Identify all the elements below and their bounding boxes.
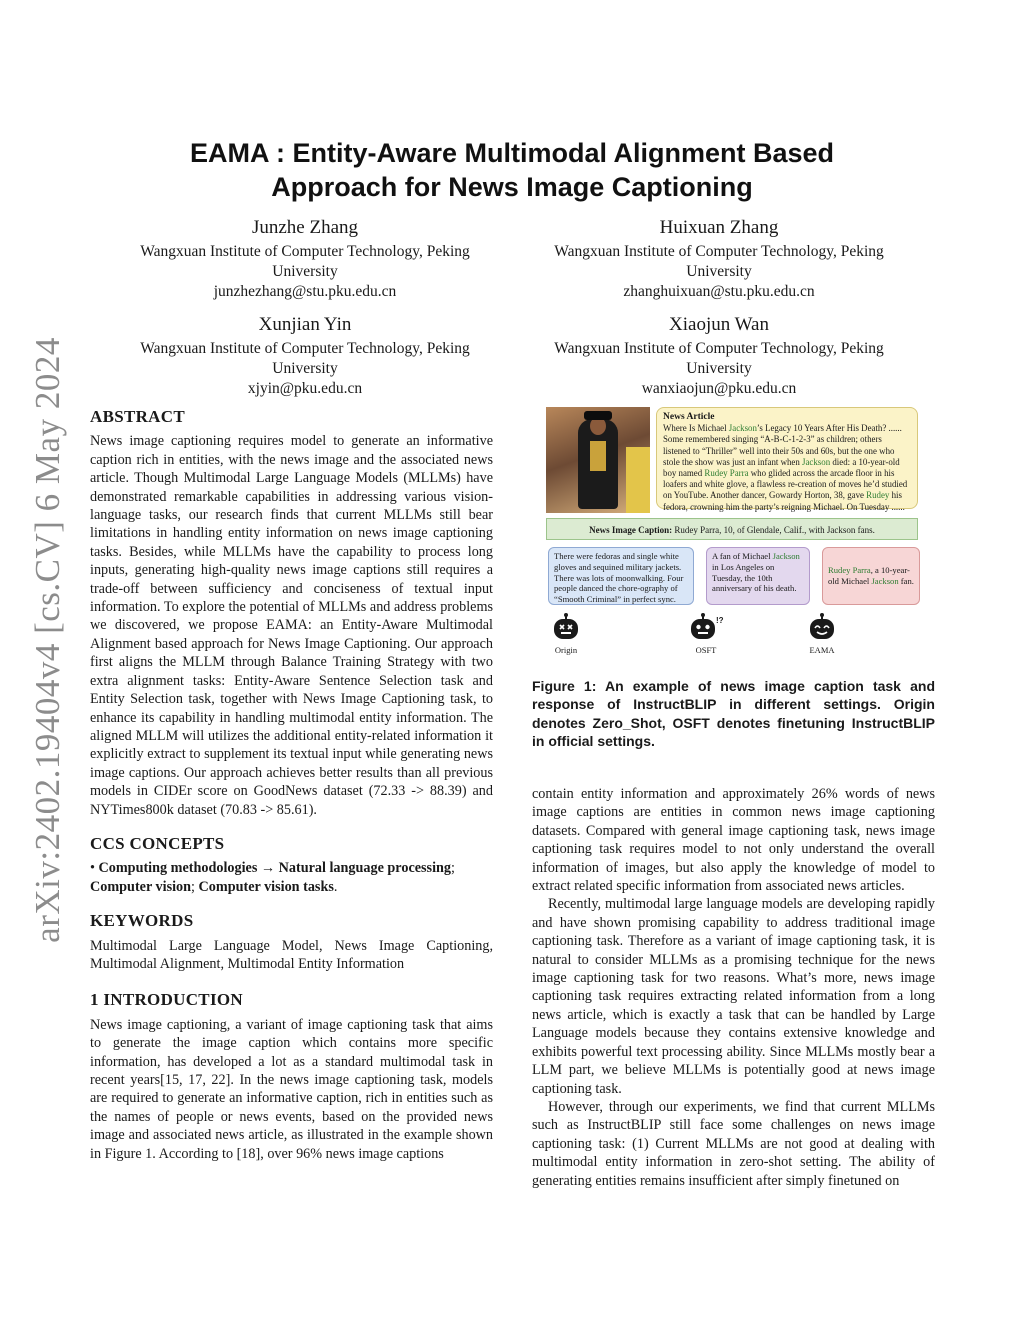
author-name: Xunjian Yin [258, 314, 352, 335]
author-affiliation-2: University [272, 263, 338, 280]
abstract-heading: ABSTRACT [90, 407, 185, 426]
author-name: Huixuan Zhang [659, 217, 779, 238]
robot-confused-icon [688, 613, 724, 641]
robot-label: Origin [554, 645, 578, 655]
author-affiliation: Wangxuan Institute of Computer Technology, Peking [140, 243, 470, 260]
author-email[interactable]: wanxiaojun@pku.edu.cn [641, 380, 797, 397]
ccs-item: Computing methodologies [98, 860, 258, 877]
paper-title [90, 136, 934, 204]
eama-output-bubble: Rudey Parra, a 10-year-old Michael Jackson fan. [822, 547, 920, 605]
article-label: News Article [663, 412, 715, 422]
ccs-heading: CCS CONCEPTS [90, 833, 225, 853]
title-line-2: Approach for News Image Captioning [271, 172, 753, 202]
ccs-item: Computer vision [90, 878, 192, 895]
author-affiliation: Wangxuan Institute of Computer Technology, Peking [140, 340, 470, 357]
author-block-1 [105, 216, 505, 302]
osft-output-bubble: A fan of Michael Jackson in Los Angeles on Tuesday, the 10th anniversary of his death. [706, 547, 810, 605]
intro-paragraph-2: Recently, multimodal large language models are developing rapidly and have shown promising capability to address traditional image captioning task. Therefore as a variant of image captioning task, it is natural to consider MLLMs as a promising technique for the news image captioning task for two reasons. What’s more, news image captioning task requires extracting related information from a long news article, which is exactly a task that can be handled by Large Language models because they contains extensive knowledge and exhibits powerful text processing ability. Since MLLMs mostly bear a LLM part, we believe MLLMs is potentially good at news image captioning task. [532, 896, 935, 1097]
robot-happy-icon [807, 613, 837, 641]
arxiv-stamp: arXiv:2402.19404v4 [cs.CV] 6 May 2024 [28, 337, 67, 943]
osft-robot [686, 613, 726, 655]
news-article-box: News Article Where Is Michael Jackson’s Legacy 10 Years After His Death? ...... Some remembered singing “A-B-C-1-2-3” as children; others listened to “Thriller” well into their 50s and 60s, but the one who stole the show was just an infant when Jackson died: a 10-year-old boy named Rudey Parra who glided across the arcade floor in his loafers and white glove, a flawless re-creation of moves he’d studied on YouTube. Another dancer, Gowardy Horton, 38, gave Rudey his fedora, crowning him the party’s reigning Michael. On Tuesday ...... [656, 407, 918, 509]
news-image-caption-bar: News Image Caption: Rudey Parra, 10, of Glendale, Calif., with Jackson fans. [546, 518, 918, 540]
title-line-1: EAMA : Entity-Aware Multimodal Alignment Based [189, 138, 835, 168]
author-affiliation: Wangxuan Institute of Computer Technology, Peking [554, 340, 884, 357]
author-affiliation: Wangxuan Institute of Computer Technology, Peking [554, 243, 884, 260]
author-email[interactable]: xjyin@pku.edu.cn [247, 380, 363, 397]
robot-label: EAMA [809, 645, 835, 655]
robot-dead-icon [551, 613, 581, 641]
author-name: Junzhe Zhang [251, 217, 359, 238]
ccs-item: Natural language processing [278, 860, 452, 877]
figure-caption: Figure 1: An example of news image caption task and response of InstructBLIP in different settings. Origin denotes Zero_Shot, OSFT denotes finetuning InstructBLIP in official settings. [532, 678, 935, 750]
intro-paragraph-3: However, through our experiments, we find that current MLLMs such as InstructBLIP still face some challenges on news image captioning task: (1) Current MLLMs are not good at dealing with multimodal entity information in zero-shot setting. The ability of generating entities remains insufficient after simply finetuned on [532, 1098, 935, 1189]
figure-1 [546, 407, 922, 657]
author-affiliation-2: University [686, 263, 752, 280]
origin-robot [546, 613, 586, 655]
robot-label: OSFT [695, 645, 717, 655]
keywords-heading: KEYWORDS [90, 911, 194, 931]
keywords-text: Multimodal Large Language Model, News Image Captioning, Multimodal Alignment, Multimodal Entity Information [90, 937, 493, 972]
right-column [532, 785, 935, 1190]
author-affiliation-2: University [686, 360, 752, 377]
author-affiliation-2: University [272, 360, 338, 377]
bullet: • [90, 860, 95, 877]
eama-robot [802, 613, 842, 655]
ccs-text: • Computing methodologies → Natural language processing; Computer vision; Computer vision tasks. [90, 860, 455, 895]
origin-output-bubble: There were fedoras and single white gloves and sequined military jackets. There was lots of moonwalking. Four people danced the chore-ography of “Smooth Criminal” in perfect sync. [548, 547, 694, 605]
author-email[interactable]: zhanghuixuan@stu.pku.edu.cn [623, 283, 815, 300]
osft-mark: !? [716, 616, 724, 625]
left-column [90, 408, 493, 1163]
author-email[interactable]: junzhezhang@stu.pku.edu.cn [213, 283, 397, 300]
intro-paragraph-1: News image captioning, a variant of image captioning task that aims to generate the image caption which contains more specific information, has developed a lot as a standard multimodal task in recent years[15, 17, 22]. In the news image captioning task, models are required to generate an informative caption, rich in entities such as the names of people or news events, based on the provided news image and associated news article, as illustrated in the example shown in Figure 1. According to [18], over 96% news image captions [90, 1016, 493, 1162]
author-block-3 [105, 313, 505, 399]
intro-heading: 1 INTRODUCTION [90, 990, 243, 1010]
ccs-arrow: → [260, 860, 276, 877]
ccs-item: Computer vision tasks [198, 878, 334, 895]
abstract-text: News image captioning requires model to generate an informative caption rich in entities, with the news image and the associated news article. Though Multimodal Large Language Models (MLLMs) have demonstrated remarkable capabilities in addressing various vision-language tasks, our research finds that current MLLMs still bear limitations in handling entity information on news image captioning tasks. Besides, while MLLMs have the capability to process long inputs, generating high-quality news image captions still requires a trade-off between sufficiency and conciseness of textual input information. To explore the potential of MLLMs and address problems we discovered, we propose EAMA: an Entity-Aware Multimodal Alignment based approach for News Image Captioning. Our approach first aligns the MLLM through Balance Training Strategy with two extra alignment tasks: Entity-Aware Sentence Selection task and Entity Selection task, together with News Image Captioning task, to enhance its capability in handling multimodal entity information. The aligned MLLM will utilizes the additional entity-related information it explicitly extract to supplement its textual input while generating news image captions. Our approach achieves better results than all previous models in CIDEr score on GoodNews dataset (72.33 -> 88.39) and NYTimes800k dataset (70.83 -> 85.61). [90, 433, 493, 818]
news-photo [546, 407, 650, 513]
author-block-2 [519, 216, 919, 302]
author-name: Xiaojun Wan [669, 314, 769, 335]
author-block-4 [519, 313, 919, 399]
intro-paragraph-1-continued: contain entity information and approximately 26% words of news image captions are entities in common news image captioning datasets. Compared with general image captioning task, news image captioning task requires model to not only understand the overall information of images, but also apply the knowledge of model to extract related specific information from associated news articles. [532, 786, 935, 895]
